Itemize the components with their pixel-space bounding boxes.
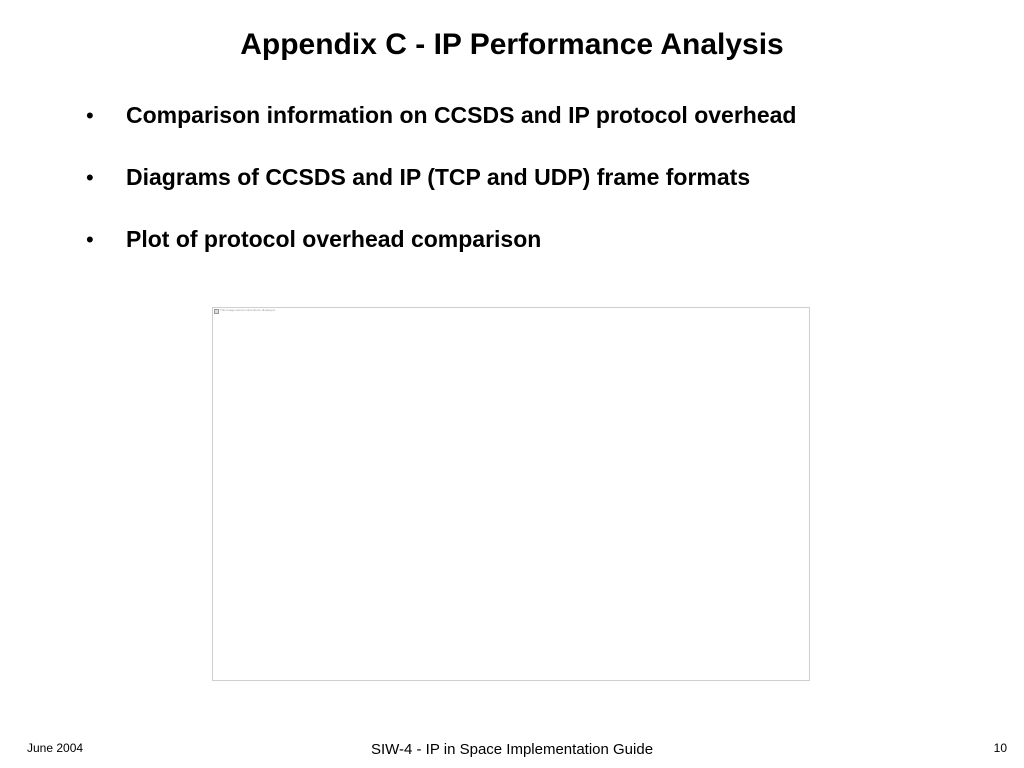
bullet-text: Plot of protocol overhead comparison — [126, 226, 542, 252]
bullet-item-overhead-plot — [84, 224, 964, 286]
bullet-item-overhead-comparison — [84, 100, 964, 162]
bullet-text: Diagrams of CCSDS and IP (TCP and UDP) frame formats — [126, 164, 751, 190]
slide-title: Appendix C - IP Performance Analysis — [240, 28, 784, 61]
bullet-item-frame-diagrams — [84, 162, 964, 224]
bullet-marker: • — [86, 103, 94, 128]
bullet-text: Comparison information on CCSDS and IP protocol overhead — [126, 102, 797, 128]
footer-date: June 2004 — [27, 741, 84, 755]
footer-title: SIW-4 - IP in Space Implementation Guide — [370, 741, 654, 758]
image-alt-text: This image cannot currently be displayed. — [220, 308, 276, 312]
embedded-image-placeholder — [212, 307, 810, 681]
page-number: 10 — [993, 741, 1007, 755]
bullet-marker: • — [86, 227, 94, 252]
broken-image-icon — [214, 309, 219, 314]
bullet-marker: • — [86, 165, 94, 190]
bullet-list — [84, 100, 964, 286]
